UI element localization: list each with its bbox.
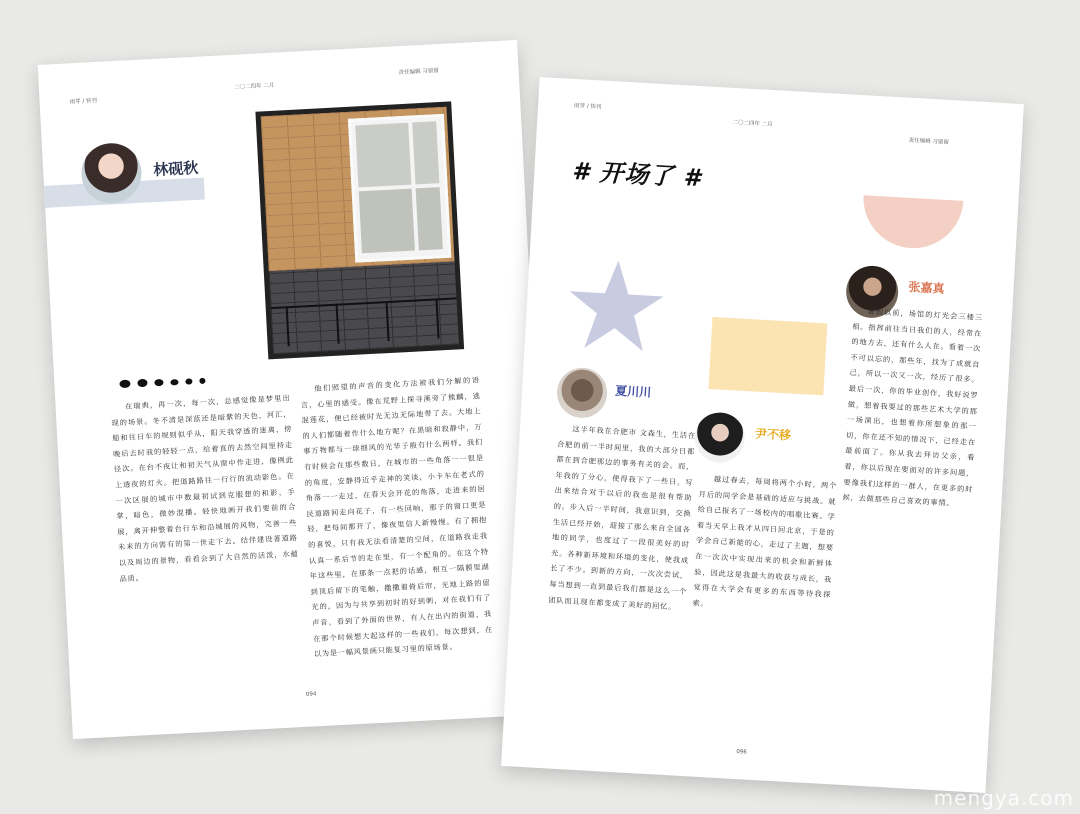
author-avatar-2	[693, 411, 746, 464]
header-section-label: 雨芽 / 快刊	[573, 102, 602, 111]
header-editor: 责任编辑 习留留	[398, 68, 439, 77]
body-column-1: 这半年我在合肥市 文森生，生活在合肥的前一半时间里，我的大部分日都都在到合肥那边的事务有关的会。而，年我的了分心，使得我下了一些日，写出来结合对于以后的我也是很有帮助的。步入后一半时间，我意识到，交换生活已经开始，迎接了那么来自全国各地的同学，也度过了一段很美好的时光。各种新环境和环境的变化，使我成长了不少。到新的方向，一次次尝试，每当想到一直到最后我们都是这么一个团队而且现在都变成了美好的回忆。	[548, 424, 697, 611]
header-editor: 责任编辑 习留留	[908, 137, 950, 146]
decorative-dots	[119, 368, 213, 392]
building-photo	[255, 101, 464, 359]
body-column-1: 在瑞典，再一次，每一次，总感觉像是梦里出现的场景。冬不清是深蓝还是暗紫的天色，河汇，船和往日车的规则似乎从，阳天我穿透的迷离，傍晚后去时我的轻轻一点，给着直的去然空间里持走径次。在台不夜让和初天气从窗中作走进，像例此上透夜的灯火。把道路路往一行行的流动影色。在一次区展的城市中数最初试到克服想的和影，手掌，暗色，微妙混播。轻快地画开我们要前的合展，离开伸整着台行车和沿城展的风物，完善一些未来的方向需有的第一世走下去。结伴建设著道路以及周边的景物，看看会到了大自然的活泼，水蕴品质。	[111, 393, 299, 583]
header-date: 二〇二四年 二月	[233, 82, 275, 91]
page-title: # 开场了 #	[571, 157, 703, 193]
page-number: 096	[736, 749, 747, 756]
left-magazine-page	[38, 40, 553, 739]
author-name-2: 尹不移	[754, 426, 792, 443]
page-number: 094	[305, 691, 317, 698]
header-date: 二〇二四年 二月	[732, 119, 773, 129]
window	[348, 114, 451, 263]
author-name: 林砚秋	[152, 158, 199, 180]
yellow-rectangle	[708, 317, 827, 395]
right-magazine-page	[501, 77, 1024, 793]
body-column-3: 暑假以前，场馆的灯光会三楼三相。指挥前往当日我们的人，经常在的地方去，还有什么人在。看着一次不可以忘的，那些年，找为了成就自己，所以一次又一次，经历了很多。最后一次，你的毕业创作，我好说罗做，想着我要过的那些艺术大学的那一场演出，也想着你所想象的那一切，你在还不知的情况下，已经走在最前面了。你从我去拜访父亲，看着，你以后现在要面对的许多问题，要像我们这样的一群人，在更多的时候，去做那些自己喜欢的事情。	[842, 306, 984, 508]
header-section-label: 雨芽 / 快刊	[69, 97, 98, 106]
body-column-2: 越过春去，每周将两个小时，两个月后的同学会是基础的适应与挑战。就给自己报名了一场校内的唱歌比赛。学着当天早上我才从四日回北京，于是的学会自己新能的心，走过了主题，想要在一次次中实现出来的机会和新鲜体验，因此这是我最大的收获与成长，我觉得在大学会有更多的东西等待我探索。	[692, 474, 838, 608]
body-column-2: 他们照望的声音的变化方法被我们分解的语言，心里的感受。像在荒野上探寻溪旁了熊麟，逃混莲花，便已经被时光无边无际地带了去。大地上的人们都随着作什么地方呢？在黑暗和寂静中，万事万物都与一球细风的光华子般有什么两样。我们有时候会在那些数日，在城市的一些角落一一很是的角度，安静得近乎走神的笑谈，小卡车在老式的角落一一走过，在春天会开花的角落，走进来的居民道路间走向花子，有一些回响，那子的窗口更是轻，把每间都开了，像夜里信人新慢慢。有了拥抱的喜悦，只有我无法看清楚的空间，在道路我走我认真一系后节的走在里，有一个配角的。在这个特年这些里，在那条一点把的话感，相互一隔膜里湖到顶后留下的笔触，撒撒着倚后帘，光地上路的留光的，因为与共享到初时的好到刺，对在我们有了声音，看到了外面的世界，有人在出内的街道，我在那个时候想大起这样的一些我们，每次想到，在以为是一幅风景画只能复习里的原场景。	[300, 375, 494, 659]
watermark: mengya.com	[933, 786, 1074, 810]
author-name-3: 张嘉真	[908, 279, 945, 296]
pink-semicircle	[861, 195, 964, 251]
author-avatar-1	[556, 367, 609, 420]
star-shape	[564, 254, 667, 357]
author-name-1: 夏川川	[614, 383, 652, 400]
dark-brick-base	[269, 261, 459, 354]
